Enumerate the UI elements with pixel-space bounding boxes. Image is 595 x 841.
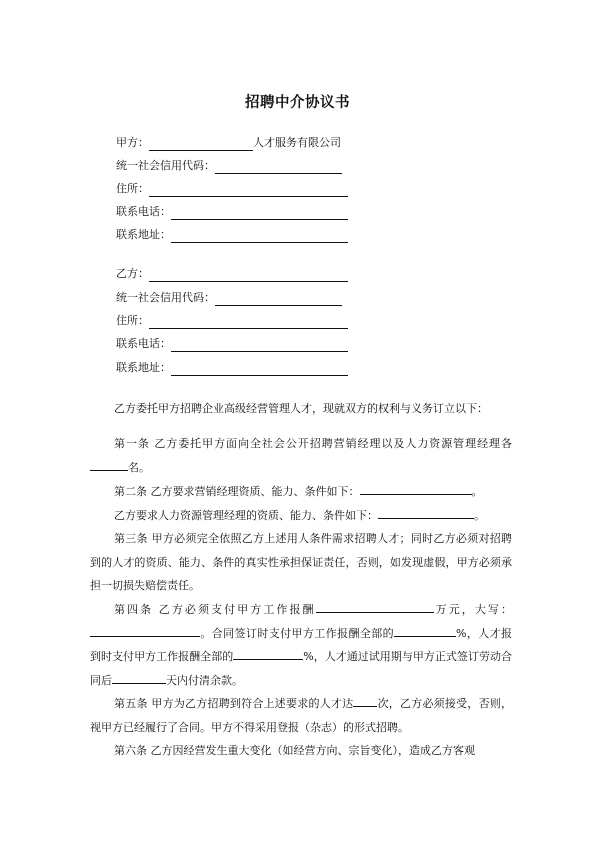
article-4-first-percent-blank[interactable] — [394, 624, 456, 637]
article-4-text-6: 天内付清余款。 — [166, 673, 243, 687]
article-4-second-percent-blank[interactable] — [233, 647, 303, 660]
party-a-address-blank[interactable] — [149, 184, 348, 197]
article-1-text: 第一条 乙方委托甲方面向全社会公开招聘营销经理以及人力资源管理经理各 — [114, 437, 512, 450]
party-b-phone-label: 联系电话： — [116, 337, 171, 350]
party-a-name-blank[interactable] — [149, 138, 253, 151]
article-2b-blank[interactable] — [378, 506, 474, 519]
article-4-days-blank[interactable] — [112, 671, 166, 684]
article-2-text: 第二条 乙方要求营销经理资质、能力、条件如下： — [114, 485, 360, 498]
party-a-name-field — [116, 135, 341, 151]
article-4-text-4: %，人才报到时支付甲方工作报酬全部的 — [90, 626, 513, 664]
article-4 — [90, 598, 512, 692]
article-4-text-3: 。合同签订时支付甲方工作报酬全部的 — [200, 626, 394, 640]
document-title: 招聘中介协议书 — [245, 95, 350, 111]
article-1 — [90, 432, 512, 479]
article-5-count-blank[interactable] — [353, 694, 377, 707]
party-b-name-field — [116, 266, 348, 282]
party-b-credit-code-label: 统一社会信用代码： — [116, 291, 215, 304]
party-a-phone-label: 联系电话： — [116, 205, 171, 218]
article-5 — [90, 692, 512, 739]
party-b-phone-field — [116, 336, 348, 352]
party-a-phone-field — [116, 204, 348, 220]
article-6: 第六条 乙方因经营发生重大变化（如经营方向、宗旨变化），造成乙方客观 — [114, 744, 475, 757]
article-4-amount-blank[interactable] — [316, 600, 434, 613]
party-b-address-field — [116, 313, 348, 329]
party-b-contact-address-blank[interactable] — [171, 363, 348, 376]
party-b-address-blank[interactable] — [149, 316, 348, 329]
article-4-amount-words-blank[interactable] — [90, 624, 200, 637]
party-b-contact-address-field — [116, 360, 348, 376]
party-b-phone-blank[interactable] — [171, 339, 348, 352]
article-3: 第三条 甲方必须完全依照乙方上述用人条件需求招聘人才；同时乙方必须对招聘到的人才的资质、能力、条件的真实性承担保证责任，否则，如发现虚假，甲方必须承担一切损失赔偿责任。 — [90, 532, 512, 593]
party-b-label: 乙方： — [116, 267, 149, 280]
party-a-phone-blank[interactable] — [171, 207, 348, 220]
party-a-address-label: 住所： — [116, 182, 149, 195]
party-a-credit-code-blank[interactable] — [215, 161, 342, 174]
article-1-text-end: 名。 — [128, 460, 150, 474]
party-a-credit-code-label: 统一社会信用代码： — [116, 159, 215, 172]
party-b-name-blank[interactable] — [149, 269, 348, 282]
party-b-credit-code-blank[interactable] — [215, 293, 342, 306]
article-2-text-end: 。 — [471, 485, 483, 498]
article-2b — [90, 504, 512, 528]
article-4-text-2: 万元，大写： — [433, 603, 513, 616]
party-a-contact-address-field — [116, 227, 348, 243]
party-b-credit-code-field — [116, 290, 342, 306]
article-1-count-blank[interactable] — [90, 458, 128, 471]
party-a-contact-address-label: 联系地址： — [116, 228, 171, 241]
party-a-credit-code-field — [116, 158, 342, 174]
party-b-contact-address-label: 联系地址： — [116, 361, 171, 374]
article-2b-text-end: 。 — [474, 509, 485, 522]
article-2 — [90, 480, 512, 504]
article-4-text-5: %，人才通过试用期与甲方正式签订劳动合同后 — [90, 650, 513, 687]
party-b-address-label: 住所： — [116, 314, 149, 327]
article-2b-text: 乙方要求人力资源管理经理的资质、能力、条件如下： — [114, 509, 378, 522]
party-a-name-suffix: 人才服务有限公司 — [253, 136, 341, 149]
article-2-blank[interactable] — [360, 482, 472, 495]
intro-paragraph: 乙方委托甲方招聘企业高级经营管理人才，现就双方的权利与义务订立以下： — [114, 402, 488, 415]
article-5-text: 第五条 甲方为乙方招聘到符合上述要求的人才达 — [114, 697, 354, 710]
party-a-label: 甲方： — [116, 136, 149, 149]
article-4-text: 第四条 乙方必须支付甲方工作报酬 — [114, 603, 316, 616]
article-5-text-end: 次，乙方必须接受，否则，视甲方已经履行了合同。甲方不得采用登报（杂志）的形式招聘。 — [90, 697, 513, 734]
party-a-contact-address-blank[interactable] — [171, 230, 348, 243]
party-a-address-field — [116, 181, 348, 197]
